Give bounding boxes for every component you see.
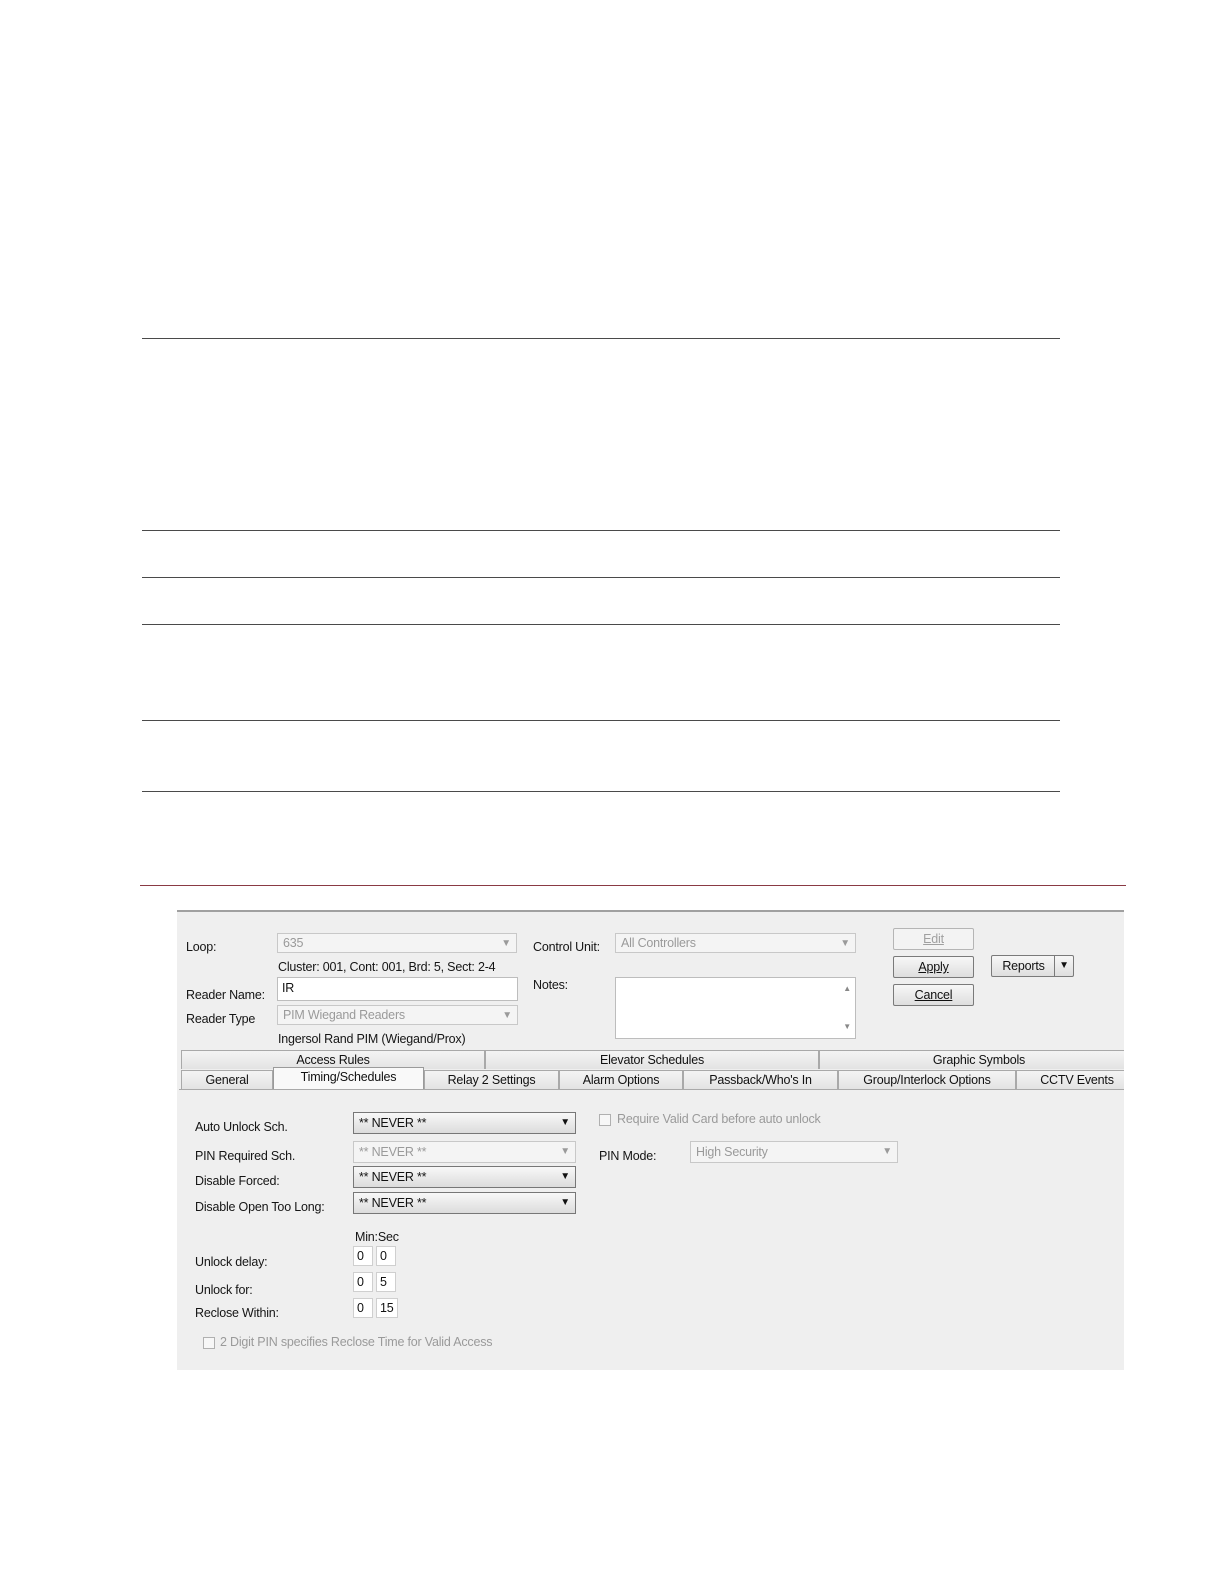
control-unit-dropdown[interactable] (615, 933, 856, 953)
reclose-within-label: Reclose Within: (195, 1306, 279, 1320)
disable-forced-dropdown[interactable]: ** NEVER ** ▼ (353, 1166, 576, 1188)
divider-line (142, 720, 1060, 721)
disable-forced-label: Disable Forced: (195, 1174, 280, 1188)
tab-passback-whos-in[interactable]: Passback/Who's In (683, 1070, 838, 1089)
two-digit-pin-label: 2 Digit PIN specifies Reclose Time for Valid Access (220, 1335, 493, 1349)
divider-line (142, 577, 1060, 578)
loop-label: Loop: (186, 940, 217, 954)
auto-unlock-label: Auto Unlock Sch. (195, 1120, 288, 1134)
tab-elevator-schedules[interactable]: Elevator Schedules (485, 1050, 819, 1069)
unlock-for-label: Unlock for: (195, 1283, 253, 1297)
tab-cctv-events[interactable]: CCTV Events (1016, 1070, 1124, 1089)
tab-alarm-options[interactable]: Alarm Options (559, 1070, 683, 1089)
pin-required-dropdown[interactable]: ** NEVER ** ▼ (353, 1141, 576, 1163)
divider-line (142, 530, 1060, 531)
chevron-down-icon: ▼ (882, 1146, 892, 1157)
control-unit-value: All Controllers (621, 936, 696, 950)
divider-line (142, 791, 1060, 792)
scroll-down-icon[interactable]: ▼ (843, 1022, 851, 1031)
notes-textarea[interactable] (615, 977, 856, 1039)
chevron-down-icon: ▼ (560, 1146, 570, 1157)
chevron-down-icon: ▼ (501, 938, 511, 949)
unlock-delay-sec-input[interactable]: 0 (376, 1246, 396, 1266)
cancel-button[interactable]: Cancel (893, 984, 974, 1006)
chevron-down-icon: ▼ (560, 1171, 570, 1182)
pin-required-label: PIN Required Sch. (195, 1149, 296, 1163)
tab-access-rules[interactable]: Access Rules (181, 1050, 485, 1069)
chevron-down-icon: ▼ (502, 1010, 512, 1021)
reports-button[interactable]: Reports ▼ (991, 955, 1074, 977)
tab-panel-border (179, 1089, 1124, 1090)
loop-info-text: Cluster: 001, Cont: 001, Brd: 5, Sect: 2-4 (278, 960, 496, 974)
two-digit-pin-checkbox[interactable] (203, 1337, 215, 1349)
tab-timing-schedules[interactable]: Timing/Schedules (273, 1067, 424, 1089)
notes-label: Notes: (533, 978, 568, 992)
unlock-delay-min-input[interactable]: 0 (353, 1246, 373, 1266)
unlock-for-sec-input[interactable]: 5 (376, 1272, 396, 1292)
scroll-up-icon[interactable]: ▲ (843, 984, 851, 993)
reader-type-value: PIM Wiegand Readers (283, 1008, 405, 1022)
loop-value: 635 (283, 936, 304, 950)
unlock-for-min-input[interactable]: 0 (353, 1272, 373, 1292)
control-unit-label: Control Unit: (533, 940, 600, 954)
reader-type-label: Reader Type (186, 1012, 256, 1026)
divider-line (142, 338, 1060, 339)
reader-type-description: Ingersol Rand PIM (Wiegand/Prox) (278, 1032, 466, 1046)
reader-type-dropdown[interactable] (277, 1005, 518, 1025)
chevron-down-icon[interactable]: ▼ (1054, 956, 1073, 976)
require-valid-card-checkbox[interactable] (599, 1114, 611, 1126)
auto-unlock-dropdown[interactable]: ** NEVER ** ▼ (353, 1112, 576, 1134)
reclose-within-sec-input[interactable]: 15 (376, 1298, 398, 1318)
edit-button[interactable]: Edit (893, 928, 974, 950)
pin-mode-dropdown[interactable]: High Security ▼ (690, 1141, 898, 1163)
unlock-delay-label: Unlock delay: (195, 1255, 268, 1269)
chevron-down-icon: ▼ (560, 1117, 570, 1128)
reader-name-label: Reader Name: (186, 988, 265, 1002)
section-rule (140, 885, 1126, 886)
require-valid-card-label: Require Valid Card before auto unlock (617, 1112, 821, 1126)
min-sec-header: Min:Sec (355, 1230, 399, 1244)
divider-line (142, 624, 1060, 625)
reader-name-input[interactable] (277, 977, 518, 1001)
loop-dropdown[interactable] (277, 933, 517, 953)
disable-open-too-long-dropdown[interactable]: ** NEVER ** ▼ (353, 1192, 576, 1214)
apply-button[interactable]: Apply (893, 956, 974, 978)
tab-graphic-symbols[interactable]: Graphic Symbols (819, 1050, 1124, 1069)
disable-open-too-long-label: Disable Open Too Long: (195, 1200, 325, 1214)
tab-relay-2-settings[interactable]: Relay 2 Settings (424, 1070, 559, 1089)
reader-configuration-window (177, 910, 1124, 1370)
chevron-down-icon: ▼ (840, 938, 850, 949)
pin-mode-label: PIN Mode: (599, 1149, 657, 1163)
tab-general[interactable]: General (181, 1070, 273, 1089)
tab-group-interlock-options[interactable]: Group/Interlock Options (838, 1070, 1016, 1089)
reclose-within-min-input[interactable]: 0 (353, 1298, 373, 1318)
reader-name-value: IR (282, 981, 295, 995)
chevron-down-icon: ▼ (560, 1197, 570, 1208)
